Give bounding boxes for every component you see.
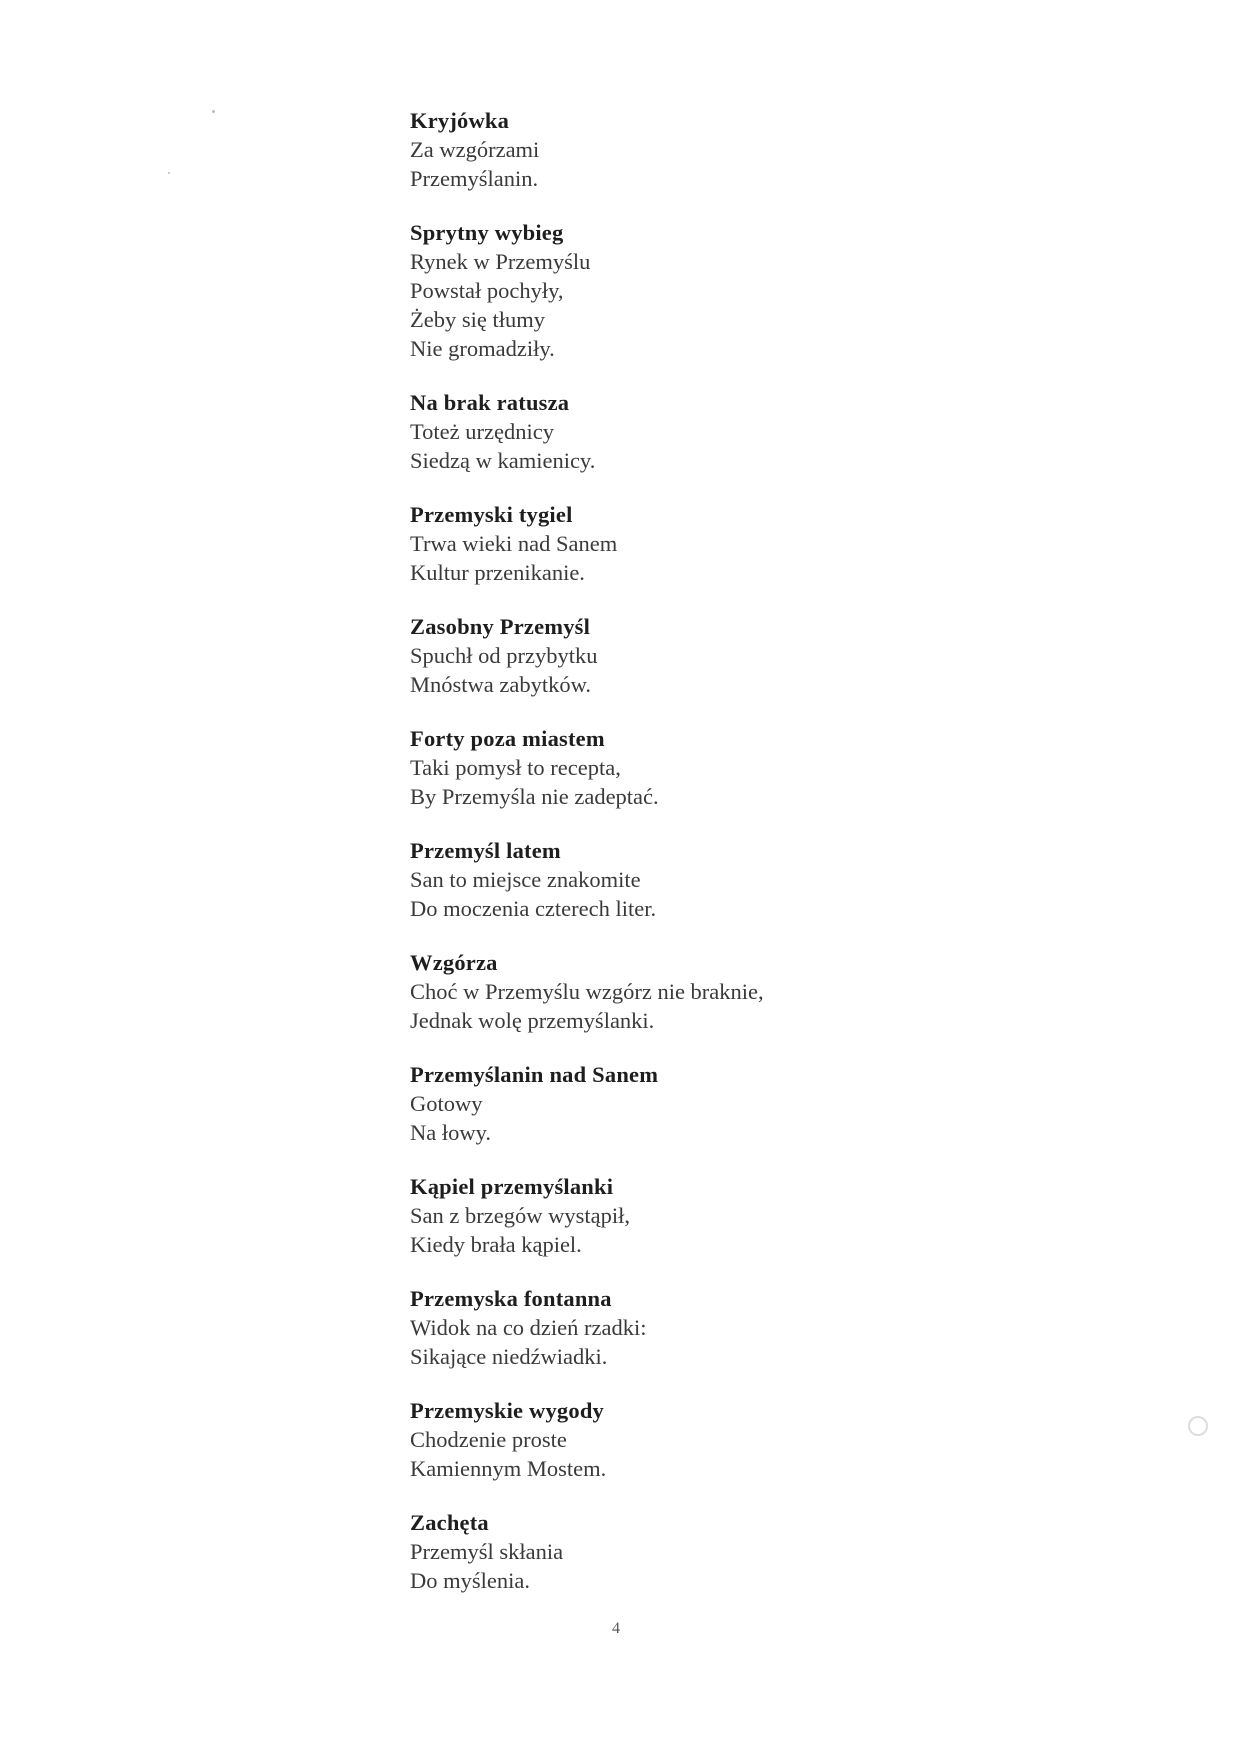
poem-list (410, 106, 970, 1620)
poem-line: Sikające niedźwiadki. (410, 1344, 608, 1369)
poem-line: Kiedy brała kąpiel. (410, 1232, 582, 1257)
poem-title: Przemyska fontanna (410, 1286, 612, 1311)
poem-line: Siedzą w kamienicy. (410, 448, 596, 473)
poem-line: Toteż urzędnicy (410, 419, 554, 444)
poem-line: Kultur przenikanie. (410, 560, 585, 585)
poem-line: Żeby się tłumy (410, 307, 545, 332)
poem-line: Do myślenia. (410, 1568, 530, 1593)
poem (410, 1172, 970, 1259)
poem-line: Choć w Przemyślu wzgórz nie braknie, (410, 979, 764, 1004)
poem-title: Kąpiel przemyślanki (410, 1174, 614, 1199)
poem-line: Taki pomysł to recepta, (410, 755, 621, 780)
page-number: 4 (612, 1620, 620, 1637)
poem-line: Na łowy. (410, 1120, 492, 1145)
poem-line: Trwa wieki nad Sanem (410, 531, 618, 556)
poem (410, 836, 970, 923)
poem (410, 1060, 970, 1147)
poem-line: Widok na co dzień rzadki: (410, 1315, 647, 1340)
poem-line: Za wzgórzami (410, 137, 540, 162)
poem-line: San to miejsce znakomite (410, 867, 641, 892)
poem-line: Spuchł od przybytku (410, 643, 598, 668)
poem (410, 724, 970, 811)
poem-line: Mnóstwa zabytków. (410, 672, 592, 697)
poem-line: Przemyśl skłania (410, 1539, 564, 1564)
poem-line: Chodzenie proste (410, 1427, 567, 1452)
poem-line: San z brzegów wystąpił, (410, 1203, 630, 1228)
scan-speck (168, 172, 170, 174)
poem-title: Wzgórza (410, 950, 498, 975)
poem-title: Kryjówka (410, 108, 510, 133)
poem (410, 1284, 970, 1371)
poem-title: Przemyśl latem (410, 838, 561, 863)
poem-line: By Przemyśla nie zadeptać. (410, 784, 659, 809)
poem-title: Na brak ratusza (410, 390, 570, 415)
poem-title: Przemyskie wygody (410, 1398, 604, 1423)
poem-line: Nie gromadziły. (410, 336, 555, 361)
poem (410, 1508, 970, 1595)
scan-speck (212, 110, 215, 113)
poem-line: Gotowy (410, 1091, 483, 1116)
poem-title: Sprytny wybieg (410, 220, 564, 245)
poem (410, 612, 970, 699)
scan-mark (1188, 1416, 1208, 1436)
poem (410, 500, 970, 587)
poem (410, 948, 970, 1035)
poem-title: Forty poza miastem (410, 726, 605, 751)
poem-title: Zachęta (410, 1510, 489, 1535)
poem-title: Przemyślanin nad Sanem (410, 1062, 659, 1087)
poem-line: Do moczenia czterech liter. (410, 896, 657, 921)
poem-title: Przemyski tygiel (410, 502, 573, 527)
poem (410, 218, 970, 363)
poem-line: Jednak wolę przemyślanki. (410, 1008, 655, 1033)
poem-line: Powstał pochyły, (410, 278, 564, 303)
poem (410, 106, 970, 193)
poem-line: Przemyślanin. (410, 166, 539, 191)
poem-line: Kamiennym Mostem. (410, 1456, 607, 1481)
poem (410, 1396, 970, 1483)
poem-title: Zasobny Przemyśl (410, 614, 591, 639)
poem-line: Rynek w Przemyślu (410, 249, 591, 274)
poem (410, 388, 970, 475)
